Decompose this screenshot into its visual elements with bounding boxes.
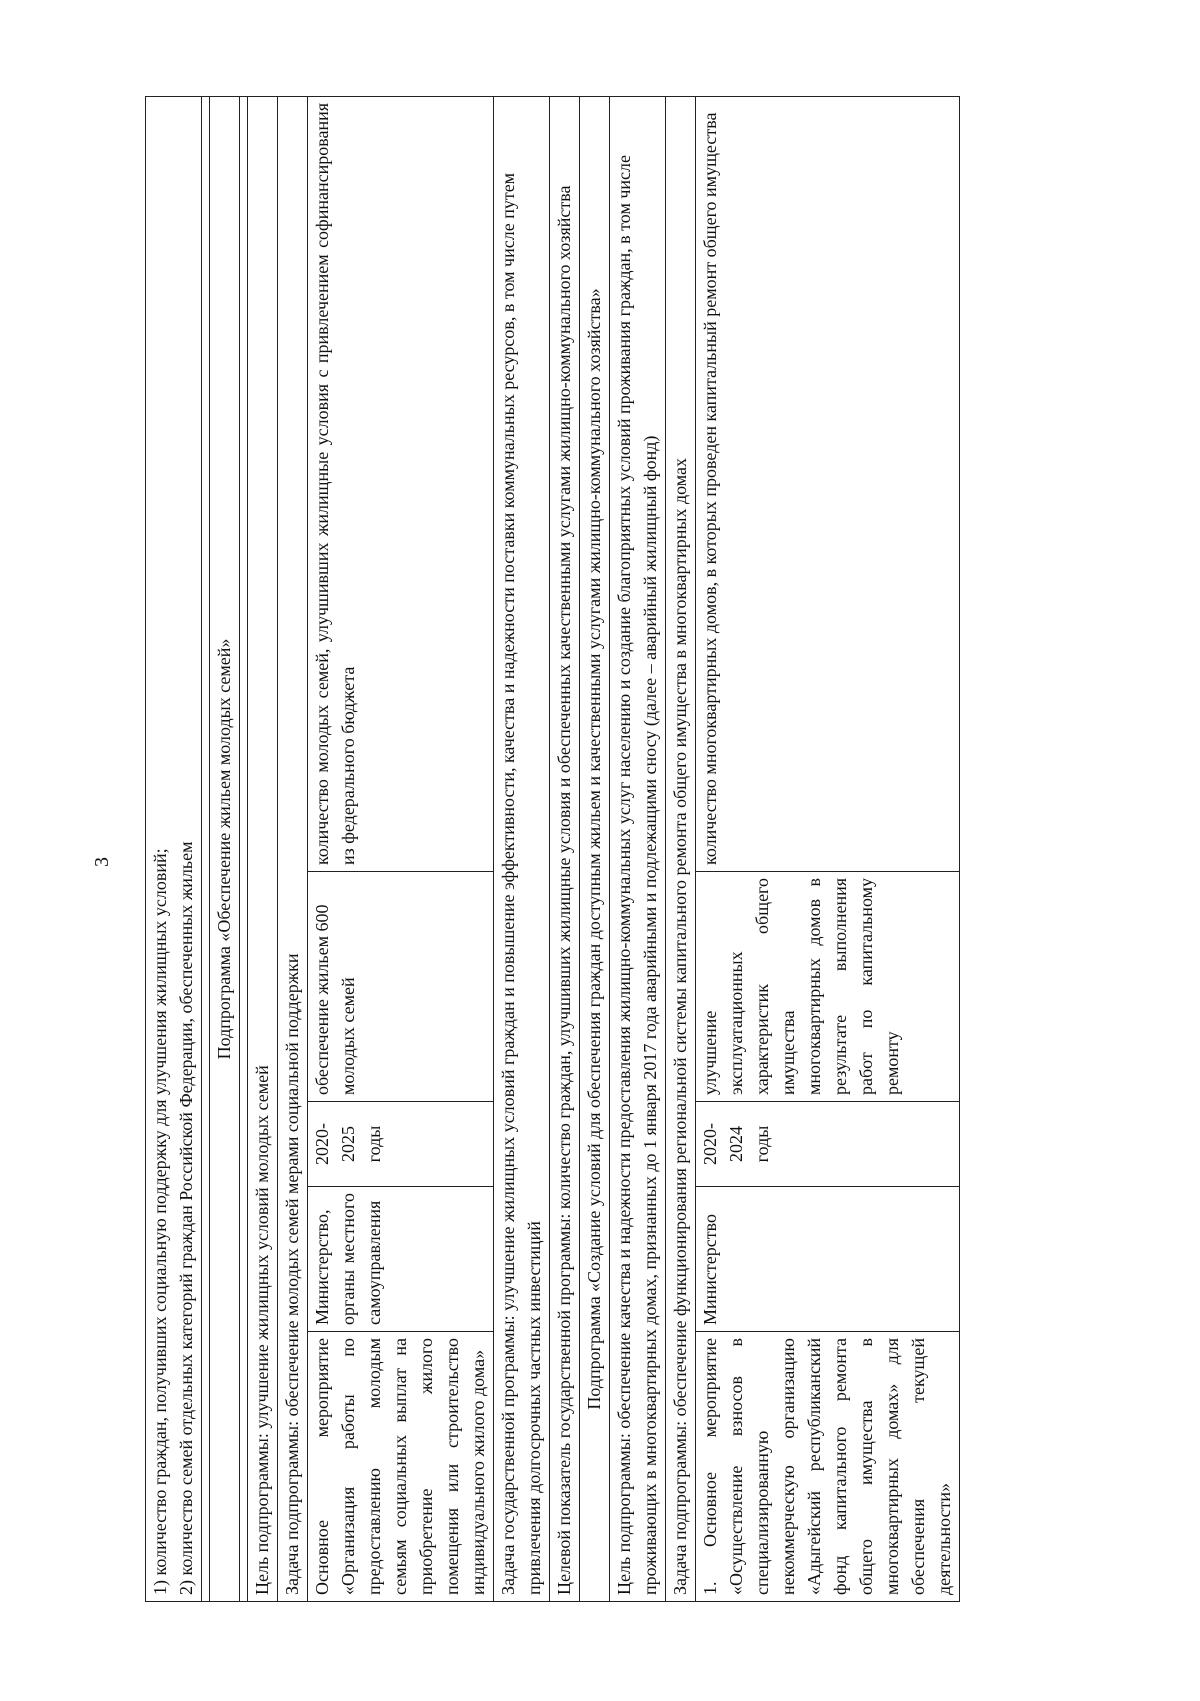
subprogram1-event: Основное мероприятие «Организация работы по предоставлению молодым семьям социальных выплат на приобретение жилого помещения или строительство индивидуального жилого дома» — [308, 1332, 494, 1602]
spacer-cell — [240, 96, 248, 1601]
subprogram1-data-row — [308, 96, 494, 1601]
subprogram1-result: обеспечение жильем 600 молодых семей — [308, 872, 494, 1102]
subprogram1-task: Задача подпрограммы: обеспечение молодых семей мерами социальной поддержки — [278, 96, 308, 1601]
indicators-cell — [146, 96, 202, 1601]
page-number: 3 — [91, 857, 113, 867]
subprogram2-title: Подпрограмма «Создание условий для обеспечения граждан доступным жильем и качественными услугами жилищно-коммунального хозяйства» — [580, 96, 610, 1601]
subprogram1-title: Подпрограмма «Обеспечение жильем молодых семей» — [210, 96, 240, 1601]
subprogram2-goal-row — [610, 96, 666, 1601]
subprogram1-title-row — [210, 96, 240, 1601]
subprogram2-data-row — [696, 96, 960, 1601]
subprogram2-task-row — [666, 96, 696, 1601]
subprogram2-title-row — [580, 96, 610, 1601]
subprogram1-period: 2020-2025 годы — [308, 1102, 494, 1187]
indicator-item-2: 2) количество семей отдельных категорий граждан Российской Федерации, обеспеченных жильем — [176, 841, 196, 1595]
subprogram1-task-row — [278, 96, 308, 1601]
subprogram2-period: 2020-2024 годы — [696, 1102, 960, 1187]
spacer-cell — [202, 96, 210, 1601]
subprogram1-goal: Цель подпрограммы: улучшение жилищных условий молодых семей — [248, 96, 278, 1601]
state-program-target-indicator: Целевой показатель государственной программы: количество граждан, улучшивших жилищные условия и обеспеченных качественными услугами жилищно-коммунального хозяйства — [550, 96, 580, 1601]
subprogram2-indicator: количество многоквартирных домов, в которых проведен капитальный ремонт общего имущества — [696, 96, 960, 871]
subprogram2-goal: Цель подпрограммы: обеспечение качества и надежности предоставления жилищно-коммунальных услуг населению и создание благоприятных условий проживания граждан, в том числе проживающих в многоквартирных домах, признанных до 1 января 2017 года аварийными и подлежащими сносу (далее – аварийный жилищный фонд) — [610, 96, 666, 1601]
subprogram2-event: 1. Основное мероприятие «Осуществление взносов в специализированную некоммерческую организацию «Адыгейский республиканский фонд капитального ремонта общего имущества в многоквартирных домах» для обеспечения текущей деятельности» — [696, 1332, 960, 1602]
rotated-table-container — [145, 97, 1065, 1602]
indicators-row — [146, 96, 202, 1601]
subprogram1-executor: Министерство, органы местного самоуправления — [308, 1187, 494, 1332]
state-program-task: Задача государственной программы: улучшение жилищных условий граждан и повышение эффективности, качества и надежности поставки коммунальных ресурсов, в том числе путем привлечения долгосрочных частных инвестиций — [494, 96, 550, 1601]
subprogram2-task: Задача подпрограммы: обеспечение функционирования региональной системы капитального ремонта общего имущества в многоквартирных домах — [666, 96, 696, 1601]
subprogram1-indicator: количество молодых семей, улучшивших жилищные условия с привлечением софинансирования из федерального бюджета — [308, 96, 494, 871]
indicator-item-1: 1) количество граждан, получивших социальную поддержку для улучшения жилищных условий; — [150, 848, 170, 1595]
state-program-task-row — [494, 96, 550, 1601]
subprogram2-result: улучшение эксплуатационных характеристик общего имущества многоквартирных домов в результате выполнения работ по капитальному ремонту — [696, 872, 960, 1102]
subprogram2-executor: Министерство — [696, 1187, 960, 1332]
state-program-indicator-row — [550, 96, 580, 1601]
program-table — [145, 96, 960, 1602]
subprogram1-goal-row — [248, 96, 278, 1601]
